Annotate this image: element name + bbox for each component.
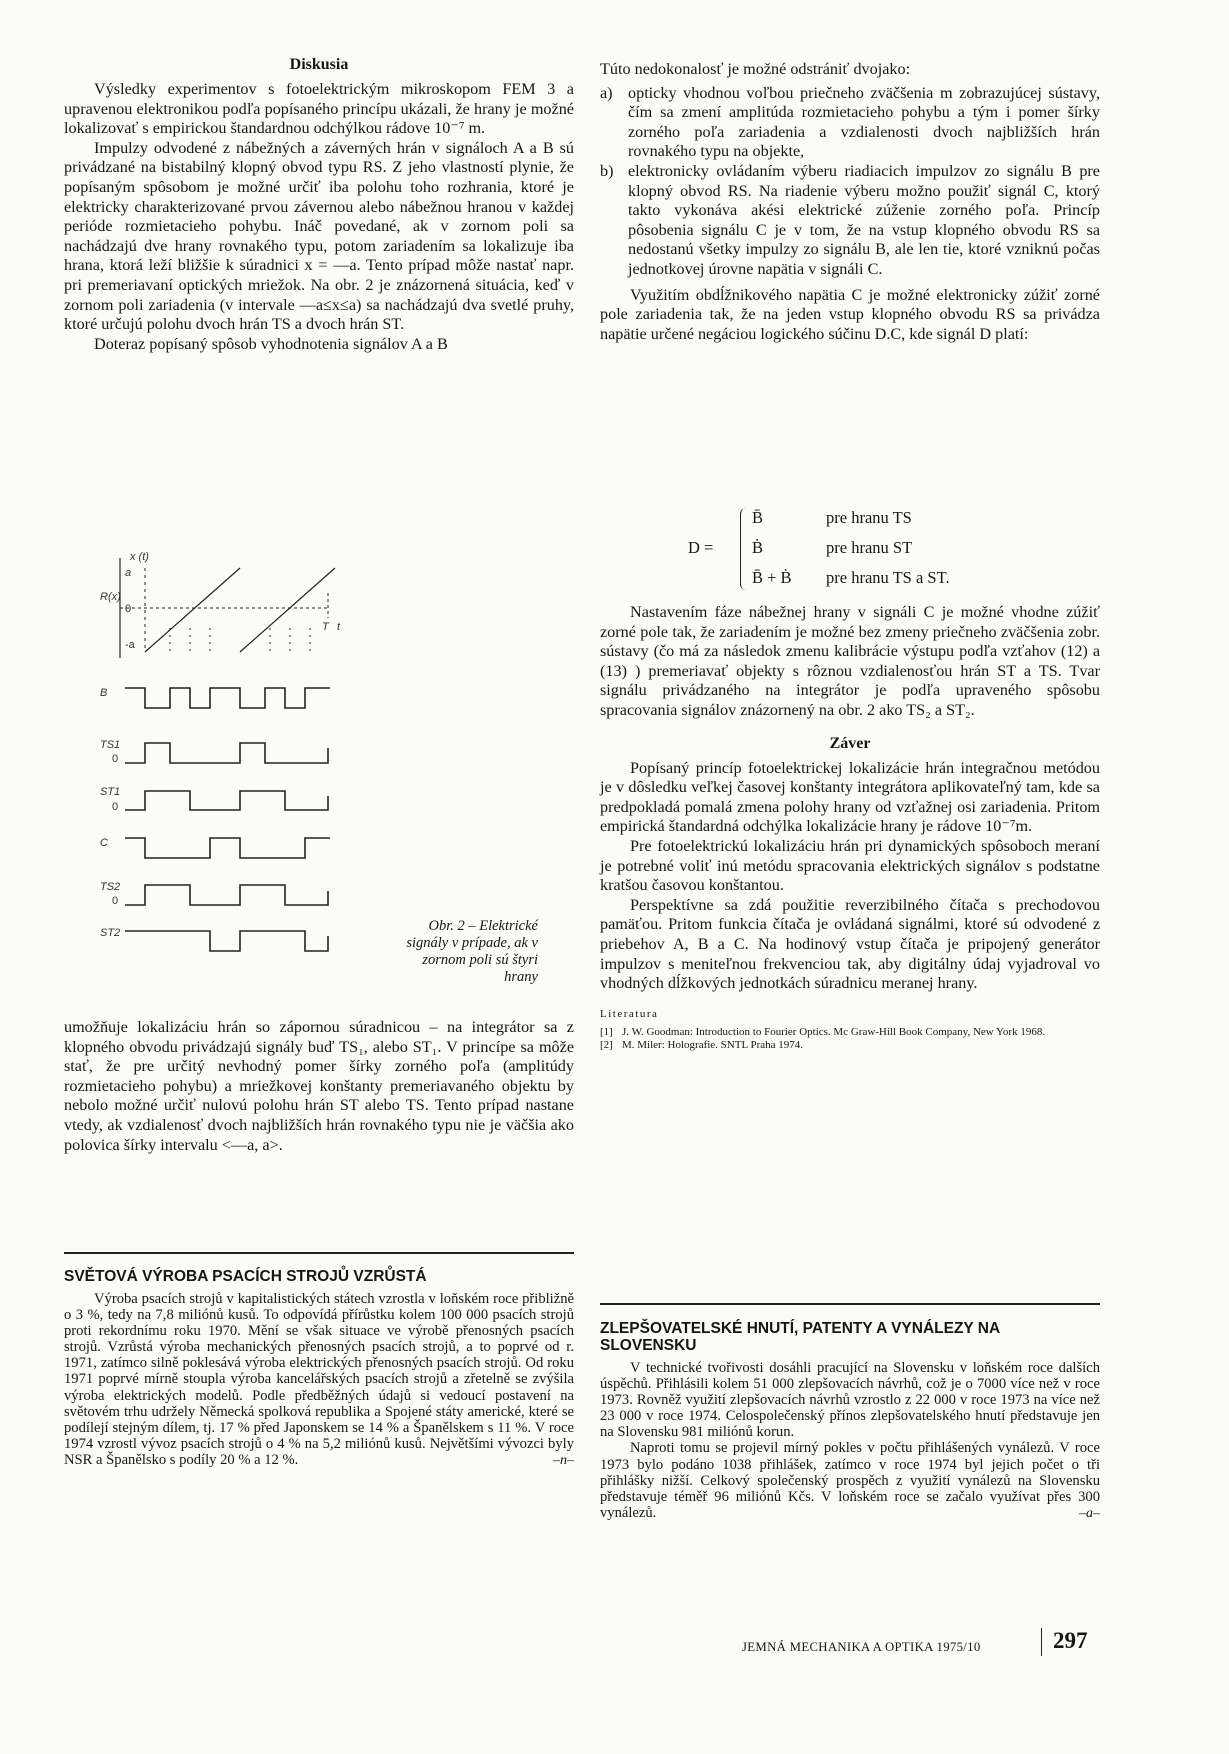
discussion-paragraph-2: Impulzy odvodené z nábežných a záverných hrán v signáloch A a B sú privádzané na bistabilný klopný obvod typu RS. Z jeho vlastností plynie, že popísaným spôsobom je možné určiť iba polohu toho rozhrania, ktoré je elektricky charakterizované prvou závernou alebo nábežnou hranou v každej perióde rozmietacieho pohybu. Ináč povedané, ak v zornom poli sa nachádzajú dve hrany rovnakého typu, potom zariadením sa lokalizuje iba hrana, ktorá leží bližšie k súradnici x = —a. Tento prípad môže nastať napr. pri premeriavaní optických mriežok. Na obr. 2 je znázornená situácia, keď v zornom poli zariadenia (v intervale —a≤x≤a) sa nachádzajú dva svetlé pruhy, ktoré určujú polohu dvoch hrán TS a dvoch hrán ST.	[64, 138, 574, 334]
reference-2	[600, 1039, 1100, 1052]
equation-desc-3: pre hranu TS a ST.	[826, 568, 950, 587]
signal-label-TS1: TS1	[100, 739, 121, 751]
equation-brace	[740, 508, 749, 590]
literature-label: Literatura	[600, 1007, 659, 1020]
label-a: a	[125, 567, 132, 579]
discussion-paragraph-3: Doteraz popísaný spôsob vyhodnotenia signálov A a B	[94, 334, 448, 353]
signal-label-B: B	[100, 687, 108, 699]
page-number: 297	[1053, 1628, 1088, 1653]
left-column-continued	[64, 1018, 574, 1155]
label-zero: 0	[125, 603, 132, 615]
reference-1-text: J. W. Goodman: Introduction to Fourier Optics. Mc Graw-Hill Book Company, New York 1968.	[622, 1025, 1046, 1038]
article-typewriters-text: Výroba psacích strojů v kapitalistických státech vzrostla v loňském roce přibližně o 3 %, tedy na 7,8 miliónů kusů. To odpovídá přírůstku kolem 100 000 psacích strojů proti rekordnímu roku 1970. Mění se však situace ve výrobě přenosných psacích strojů. Vzrůstá výroba mechanických přenosných psacích strojů, a to poprvé od r. 1971, zatímco silně poklesává výroba elektrických přenosných psacích strojů. Od roku 1971 poprvé mírně stoupla výroba kancelářských psacích strojů a zřetelně se zvýšila výroba elektrických modelů. Podle předběžných údajů si vedoucí postavení na světovém trhu udržely Německá spolková republika a Spojené státy americké, které se podílejí stejným dílem, tj. 17 % před Japonskem se 14 % a Španělskem s 11 %. V roce 1974 vzrostl vývoz psacích strojů o 4 % na 5,2 miliónů kusů. Největšími vývozci byly NSR a Španělsko s podíly 20 % a 12 %.	[64, 1291, 574, 1468]
equation-row-2	[752, 538, 763, 558]
zero-TS2: 0	[112, 895, 119, 907]
axis-label-x: x (t)	[130, 551, 149, 563]
signal-diagram	[100, 548, 390, 998]
equation-row-1	[752, 508, 763, 528]
reference-2-number: [2]	[600, 1038, 613, 1051]
right-intro: Túto nedokonalosť je možné odstrániť dvojako:	[600, 60, 911, 78]
reference-1	[600, 1026, 1100, 1039]
article-typewriters	[64, 1268, 574, 1469]
signal-TS1-trace	[125, 743, 328, 763]
equation-row-3	[752, 568, 792, 588]
eq-expr-1: B̄	[752, 508, 764, 527]
literature	[600, 1008, 1100, 1052]
article-slovakia-title: ZLEPŠOVATELSKÉ HNUTÍ, PATENTY A VYNÁLEZY NA SLOVENSKU	[600, 1320, 1000, 1354]
label-t: t	[337, 621, 341, 633]
separator-left	[64, 1252, 574, 1254]
article-slovakia-sign: –a–	[1079, 1505, 1100, 1521]
list-text-a: opticky vhodnou voľbou priečneho zväčšenia m zobrazujúcej sústavy, čím sa zmení amplitúda rozmietacieho pohybu a tým i pomer šírky zorného poľa zariadenia a vzdialenosti dvoch najbližších hrán rovnakého typu na objekte,	[628, 83, 1100, 161]
label-neg-a: -a	[125, 639, 135, 651]
equation-lhs: D =	[688, 538, 714, 557]
discussion-heading: Diskusia	[289, 56, 349, 73]
list-item-a	[600, 84, 1100, 162]
zero-TS1: 0	[112, 753, 119, 765]
list-marker-a: a)	[600, 83, 613, 102]
article-slovakia-paragraph-1: V technické tvořivosti dosáhli pracující na Slovensku v loňském roce dalších úspěchů. Přihlásili kolem 51 000 zlepšovacích návrhů, což je o 7000 více než v roce 1973. Rovněž využití zlepšovacích návrhů vzrostlo z 22 000 v roce 1973 na více než 23 000 v roce 1974. Celospolečenský přínos zlepšovatelského hnutí představuje jen na Slovensku 981 miliónů korun.	[600, 1360, 1100, 1441]
signal-label-ST1: ST1	[100, 786, 121, 798]
article-slovakia-paragraph-2: Naproti tomu se projevil mírný pokles v počtu přihlášených vynálezů. V roce 1973 bylo podáno 1038 přihlášek, zatímco v roce 1974 byl jejich počet o tři přihlášky nižší. Celkový společenský prospěch z využití vynálezů na Slovensku představuje téměř 96 miliónů Kčs. V loňském roce se začalo využívat přes 300 vynálezů.	[600, 1440, 1100, 1521]
signal-ST1-trace	[125, 791, 328, 810]
right-column	[600, 60, 1100, 344]
conclusion-paragraph-3: Perspektívne sa zdá použitie reverzibilného čítača s prechodovou pamäťou. Pritom funkcia čítača je ovládaná signálmi, ktoré sú odvodené z priebehov A, B a C. Na hodinový vstup čítača je pripojený generátor impulzov s meniteľnou frekvenciou tak, aby digitálny údaj vyjadroval vo vhodných dĺžkových jednotkách súradnicu meranej hrany.	[600, 895, 1100, 993]
journal-footer: JEMNÁ MECHANIKA A OPTIKA 1975/10	[742, 1640, 981, 1654]
equation-desc-2: pre hranu ST	[826, 538, 913, 557]
equation-desc-1: pre hranu TS	[826, 508, 912, 527]
separator-right	[600, 1303, 1100, 1305]
right-paragraph-phase: Nastavením fáze nábežnej hrany v signáli C je možné vhodne zúžiť zorné pole tak, že zariadením je možné bez zmeny priečneho zväčšenia zobr. sústavy (čo má za následok zmenu kalibrácie výstupu podľa vzťahov (12) a (13) ) premeriavať objekty s rôznou vzdialenosťou hrán ST a TS. Tvar signálu privádzaného na integrátor je podľa upraveného spôsobu spracovania signálov znázornený na obr. 2 ako TS₂ a ST₂.	[600, 603, 1100, 719]
zero-ST1: 0	[112, 801, 119, 813]
reference-2-text: M. Miler: Holografie. SNTL Praha 1974.	[622, 1038, 804, 1051]
list-text-b: elektronicky ovládaním výberu riadiacich impulzov zo signálu B pre klopný obvod RS. Na riadenie výberu možno použiť signál C, ktorý takto vykonáva akési elektrické zúženie zorného poľa. Princíp pôsobenia signálu C je v tom, že na vstup klopného obvodu RS sa nedostanú všetky impulzy zo signálu B, ale len tie, ktoré vzniknú počas jednotkovej úrovne napätia v signáli C.	[628, 161, 1100, 278]
signal-C-trace	[125, 838, 330, 858]
signal-ST2-trace	[125, 931, 328, 951]
conclusion-paragraph-1: Popísaný princíp fotoelektrickej lokalizácie hrán integračnou metódou je v dôsledku veľkej časovej konštanty integrátora aplikovateľný tam, kde sa predpokladá pomalá zmena polohy hrany od vzťažnej osi zariadenia. Pritom empirická štandardná odchýlka lokalizácie hrany je rádove 10⁻⁷m.	[600, 758, 1100, 836]
conclusion-heading: Záver	[829, 734, 871, 752]
article-slovakia	[600, 1320, 1100, 1522]
article-typewriters-title: SVĚTOVÁ VÝROBA PSACÍCH STROJŮ VZRŮSTÁ	[64, 1268, 427, 1285]
signal-TS2-trace	[125, 885, 328, 905]
footer-divider	[1041, 1628, 1042, 1656]
eq-expr-3: B̄ + Ḃ	[752, 568, 792, 587]
left-column	[64, 56, 574, 354]
signal-label-TS2: TS2	[100, 881, 121, 893]
right-column-lower	[600, 603, 1100, 1052]
label-T: T	[322, 621, 329, 633]
right-paragraph-use: Využitím obdĺžnikového napätia C je možné elektronicky zúžiť zorné pole zariadenia tak, že na jeden vstup klopného obvodu RS sa privádza napätie určené negáciou logického súčinu D.C, kde signál D platí:	[600, 285, 1100, 343]
article-typewriters-sign: –n–	[553, 1453, 574, 1469]
discussion-paragraph-4: umožňuje lokalizáciu hrán so zápornou súradnicou – na integrátor sa z klopného obvodu privádzajú signály buď TS₁, alebo ST₁. V princípe sa môže stať, že pre určitý nevhodný pomer šírky zorného poľa (amplitúdy rozmietacieho pohybu) a mriežkovej konštanty premeriavaného objektu by nebolo možné určiť nulovú polohu hrán ST alebo TS. Tento prípad nastane vtedy, ak vzdialenosť dvoch najbližších hrán rovnakého typu nie je väčšia ako polovica šírky intervalu <—a, a>.	[64, 1018, 574, 1154]
list-item-b	[600, 162, 1100, 280]
conclusion-paragraph-2: Pre fotoelektrickú lokalizáciu hrán pri dynamických spôsoboch meraní je potrebné voliť inú metódu spracovania elektrických signálov s podstatne kratšou časovou konštantou.	[600, 836, 1100, 895]
discussion-paragraph-1: Výsledky experimentov s fotoelektrickým mikroskopom FEM 3 a upravenou elektronikou podľa popísaného princípu ukázali, že hrany je možné lokalizovať s empirickou štandardnou odchýlkou rádove 10⁻⁷ m.	[64, 80, 574, 138]
signal-label-ST2: ST2	[100, 927, 121, 939]
reference-1-number: [1]	[600, 1025, 613, 1038]
signal-B-trace	[125, 688, 330, 708]
eq-expr-2: Ḃ	[752, 538, 764, 557]
figure-signals	[100, 548, 390, 1003]
list-marker-b: b)	[600, 161, 614, 180]
axis-label-r: R(x)	[100, 591, 121, 603]
signal-label-C: C	[100, 837, 108, 849]
figure-caption: Obr. 2 – Elektrické signály v prípade, ak v zornom poli sú štyri hrany	[406, 918, 538, 985]
